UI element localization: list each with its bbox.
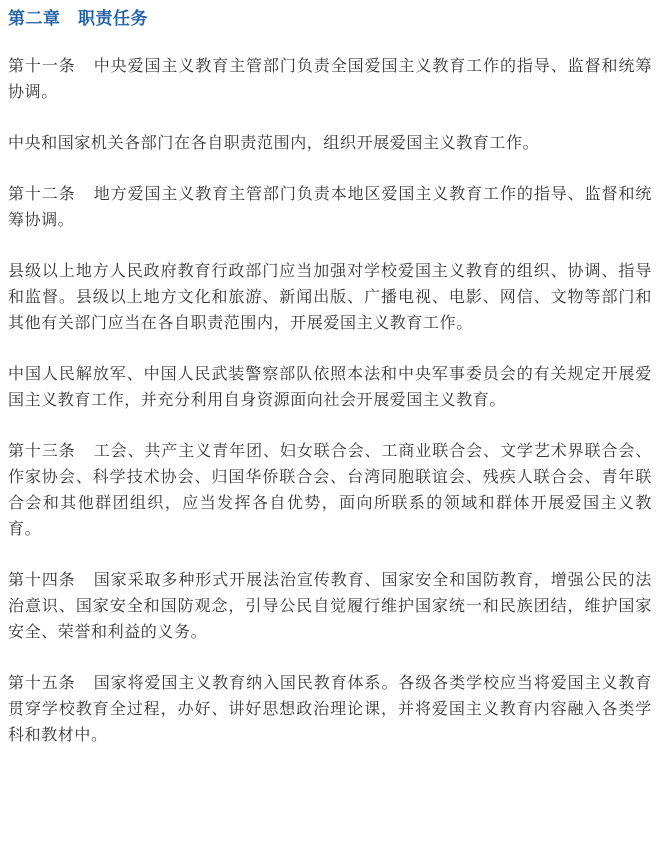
paragraph-article-15 bbox=[8, 670, 652, 748]
paragraph-article-11 bbox=[8, 53, 652, 105]
article-number: 第十二条 bbox=[8, 184, 76, 203]
article-number: 第十五条 bbox=[8, 673, 76, 692]
paragraph-article-14 bbox=[8, 567, 652, 645]
article-number: 第十三条 bbox=[8, 441, 76, 460]
paragraph-text: 地方爱国主义教育主管部门负责本地区爱国主义教育工作的指导、监督和统筹协调。 bbox=[8, 184, 652, 229]
paragraph-text: 国家将爱国主义教育纳入国民教育体系。各级各类学校应当将爱国主义教育贯穿学校教育全过程，办好、讲好思想政治理论课，并将爱国主义教育内容融入各类学科和教材中。 bbox=[8, 673, 652, 744]
article-number: 第十四条 bbox=[8, 570, 76, 589]
paragraph-text: 县级以上地方人民政府教育行政部门应当加强对学校爱国主义教育的组织、协调、指导和监督。县级以上地方文化和旅游、新闻出版、广播电视、电影、网信、文物等部门和其他有关部门应当在各自职责范围内，开展爱国主义教育工作。 bbox=[8, 261, 652, 332]
article-number: 第十一条 bbox=[8, 56, 76, 75]
paragraph-county-level bbox=[8, 258, 652, 336]
paragraph-article-12 bbox=[8, 181, 652, 233]
paragraph-text: 工会、共产主义青年团、妇女联合会、工商业联合会、文学艺术界联合会、作家协会、科学技术协会、归国华侨联合会、台湾同胞联谊会、残疾人联合会、青年联合会和其他群团组织，应当发挥各自优势，面向所联系的领域和群体开展爱国主义教育。 bbox=[8, 441, 652, 538]
paragraph-text: 中国人民解放军、中国人民武装警察部队依照本法和中央军事委员会的有关规定开展爱国主义教育工作，并充分利用自身资源面向社会开展爱国主义教育。 bbox=[8, 364, 652, 409]
paragraph-pla bbox=[8, 361, 652, 413]
chapter-title: 第二章 职责任务 bbox=[8, 9, 148, 29]
paragraph-text: 中央爱国主义教育主管部门负责全国爱国主义教育工作的指导、监督和统筹协调。 bbox=[8, 56, 652, 101]
paragraph-text: 国家采取多种形式开展法治宣传教育、国家安全和国防教育，增强公民的法治意识、国家安全和国防观念，引导公民自觉履行维护国家统一和民族团结，维护国家安全、荣誉和利益的义务。 bbox=[8, 570, 652, 641]
paragraph-central-organs bbox=[8, 130, 652, 156]
paragraph-text: 中央和国家机关各部门在各自职责范围内，组织开展爱国主义教育工作。 bbox=[8, 133, 540, 152]
paragraph-article-13 bbox=[8, 438, 652, 542]
